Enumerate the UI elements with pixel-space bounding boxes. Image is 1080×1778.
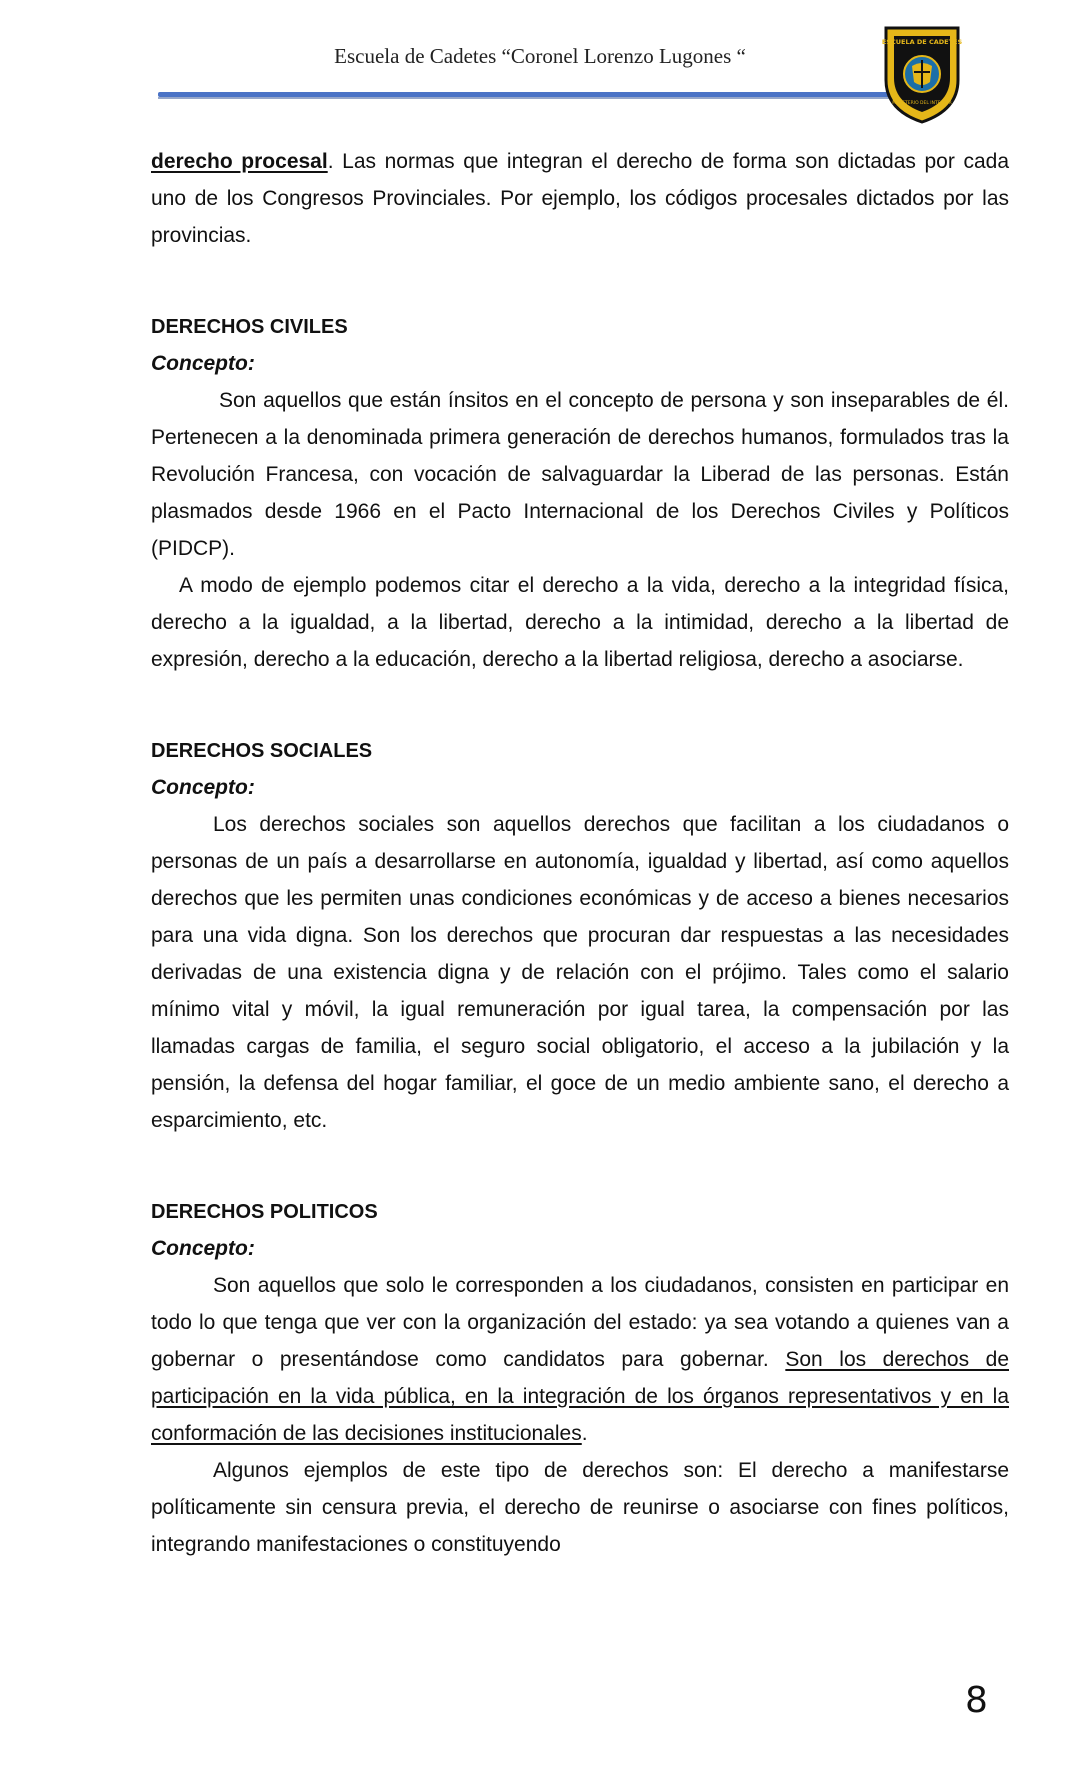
intro-lead-term: derecho procesal <box>151 150 328 173</box>
politicos-paragraph-1 <box>151 1267 1009 1452</box>
concept-label-sociales: Concepto: <box>151 776 255 799</box>
civiles-paragraph-2: A modo de ejemplo podemos citar el derecho a la vida, derecho a la integridad física, derecho a la igualdad, a la libertad, derecho a la intimidad, derecho a la libertad de expresión, derecho a la educación, derecho a la libertad religiosa, derecho a asociarse. <box>151 574 1009 671</box>
section-heading-sociales: DERECHOS SOCIALES <box>151 740 373 762</box>
logo-text-bottom: MINISTERIO DEL INTERIOR <box>892 101 952 106</box>
logo-text-top: ESCUELA DE CADETES <box>881 38 963 46</box>
page-number: 8 <box>965 1680 988 1721</box>
header-rule-shadow <box>158 97 898 99</box>
intro-text: . Las normas que integran el derecho de forma son dictadas por cada uno de los Congresos Provinciales. Por ejemplo, los códigos procesales dictados por las provincias. <box>151 150 1010 247</box>
school-crest-logo <box>880 22 964 126</box>
concept-label-civiles: Concepto: <box>151 352 255 375</box>
civiles-paragraph-1: Son aquellos que están ínsitos en el concepto de persona y son inseparables de él. Pertenecen a la denominada primera generación de derechos humanos, formulados tras la Revolución Francesa, con vocación de salvaguardar la Liberad de las personas. Están plasmados desde 1966 en el Pacto Internacional de los Derechos Civiles y Políticos (PIDCP). <box>151 389 1009 560</box>
sociales-paragraph-1: Los derechos sociales son aquellos derechos que facilitan a los ciudadanos o personas de un país a desarrollarse en autonomía, igualdad y libertad, así como aquellos derechos que les permiten unas condiciones económicas y de acceso a bienes necesarios para una vida digna. Son los derechos que procuran dar respuestas a las necesidades derivadas de una existencia digna y de relación con el prójimo. Tales como el salario mínimo vital y móvil, la igual remuneración por igual tarea, la compensación por las llamadas cargas de familia, el seguro social obligatorio, el acceso a la jubilación y la pensión, la defensa del hogar familiar, el goce de un medio ambiente sano, el derecho a esparcimiento, etc. <box>151 813 1009 1132</box>
politicos-p1-end: . <box>581 1422 588 1445</box>
politicos-paragraph-2: Algunos ejemplos de este tipo de derechos son: El derecho a manifestarse políticamente sin censura previa, el derecho de reunirse o asociarse con fines políticos, integrando manifestaciones o constituyendo <box>151 1459 1009 1556</box>
concept-label-politicos: Concepto: <box>151 1237 255 1260</box>
document-body <box>151 143 1009 1563</box>
intro-paragraph <box>151 143 1009 254</box>
politicos-p1-plain: Son aquellos que solo le corresponden a los ciudadanos, consisten en participar en todo lo que tenga que ver con la organización del estado: ya sea votando a quienes van a gobernar o presentándose como candidatos para gobernar. <box>151 1274 1009 1371</box>
header-title: Escuela de Cadetes “Coronel Lorenzo Lugones “ <box>334 44 746 68</box>
section-heading-politicos: DERECHOS POLITICOS <box>151 1201 378 1223</box>
section-heading-civiles: DERECHOS CIVILES <box>151 316 348 338</box>
politicos-p1-underlined: Son los derechos de participación en la vida pública, en la integración de los órganos representativos y en la conformación de las decisiones institucionales <box>151 1348 1009 1445</box>
